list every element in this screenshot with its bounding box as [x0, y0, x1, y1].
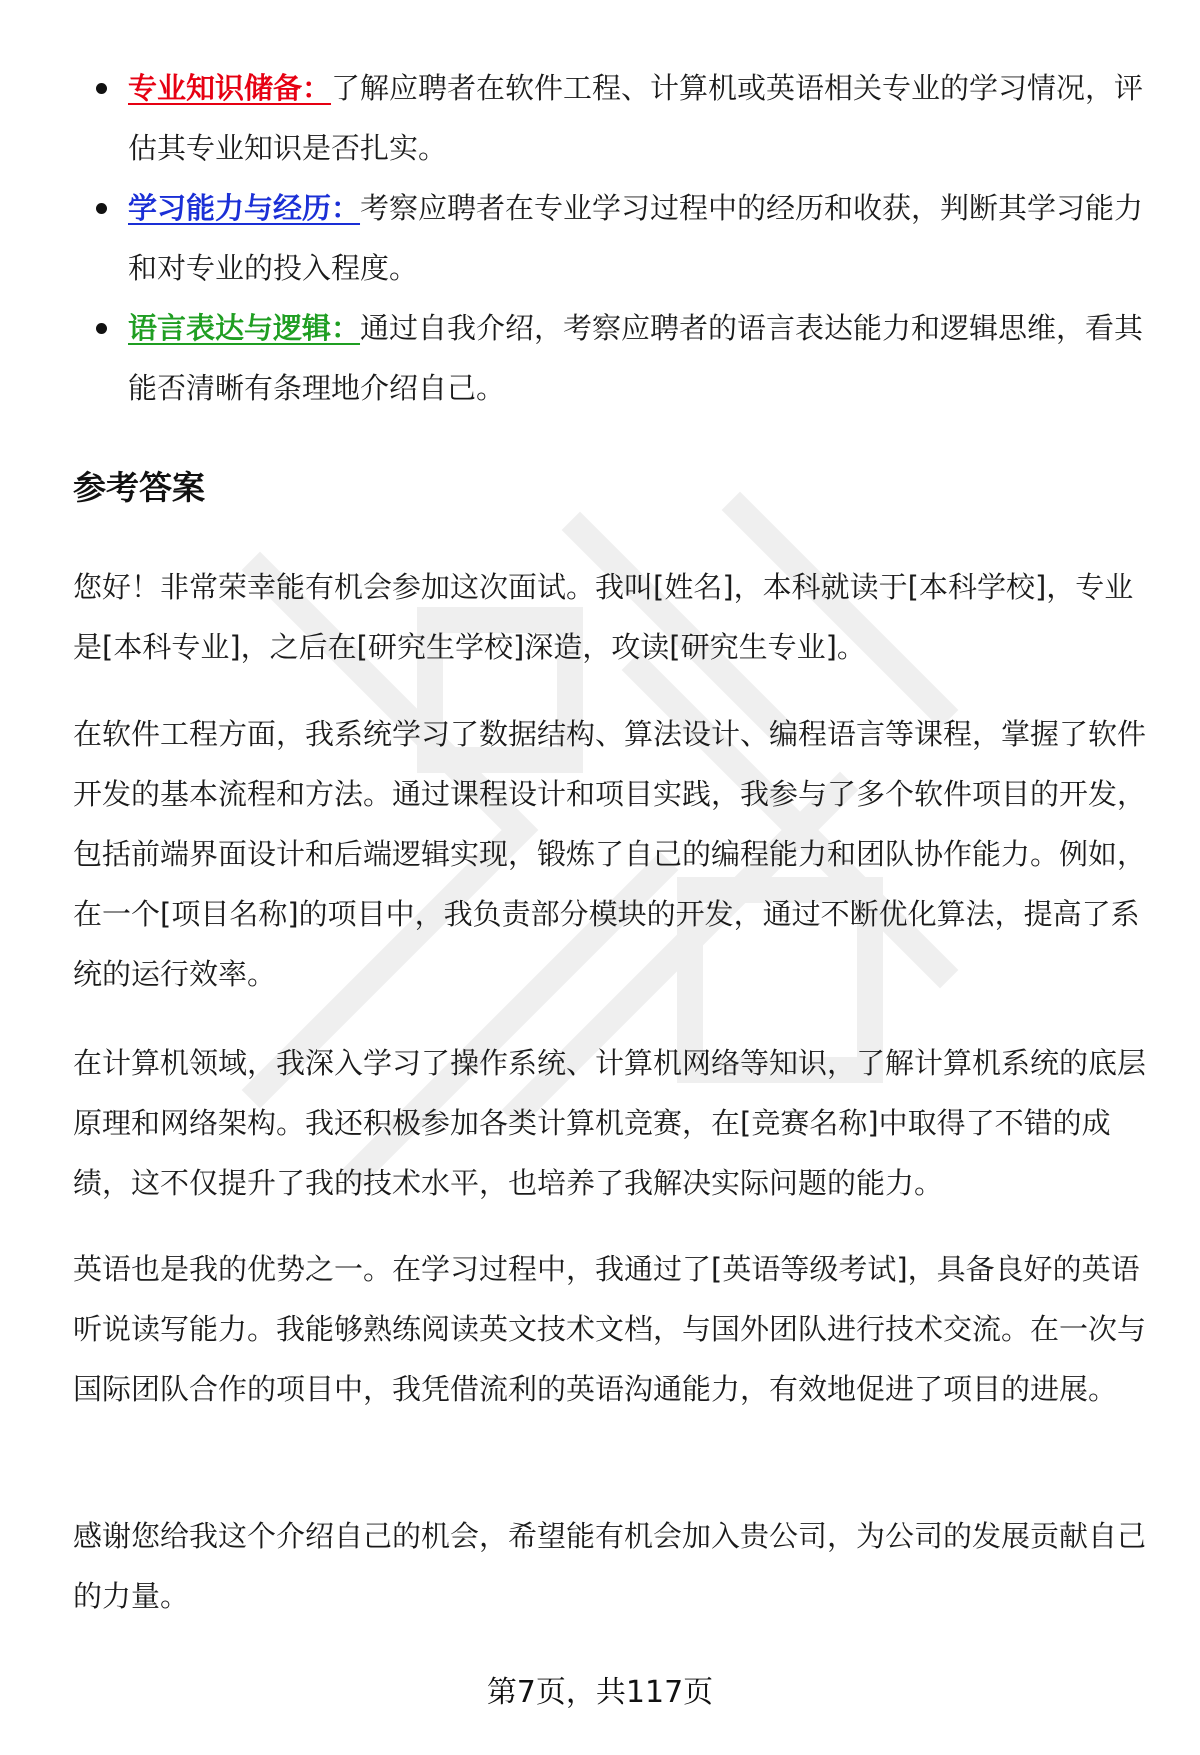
- paragraph-intro: 您好！非常荣幸能有机会参加这次面试。我叫[姓名]，本科就读于[本科学校]，专业是[本科专业]，之后在[研究生学校]深造，攻读[研究生专业]。: [73, 570, 1134, 664]
- paragraph-closing: 感谢您给我这个介绍自己的机会，希望能有机会加入贵公司，为公司的发展贡献自己的力量。: [73, 1519, 1147, 1613]
- paragraph-english: 英语也是我的优势之一。在学习过程中，我通过了[英语等级考试]，具备良好的英语听说读写能力。我能够熟练阅读英文技术文档，与国外团队进行技术交流。在一次与国际团队合作的项目中，我凭借流利的英语沟通能力，有效地促进了项目的进展。: [73, 1252, 1147, 1406]
- bullet-icon: [96, 203, 107, 214]
- criteria-list: [96, 58, 1156, 418]
- section-title: 参考答案: [73, 468, 205, 507]
- bullet-text: 考察应聘者在专业学习过程中的经历和收获，判断其学习能力和对专业的投入程度。: [128, 191, 1144, 285]
- paragraph-software-engineering: 在软件工程方面，我系统学习了数据结构、算法设计、编程语言等课程，掌握了软件开发的基本流程和方法。通过课程设计和项目实践，我参与了多个软件项目的开发，包括前端界面设计和后端逻辑实现，锻炼了自己的编程能力和团队协作能力。例如，在一个[项目名称]的项目中，我负责部分模块的开发，通过不断优化算法，提高了系统的运行效率。: [73, 717, 1147, 991]
- list-item: [96, 58, 1156, 178]
- bullet-icon: [96, 323, 107, 334]
- bullet-label: 语言表达与逻辑：: [128, 311, 361, 345]
- bullet-label: 专业知识储备：: [128, 71, 332, 105]
- list-item: [96, 178, 1156, 298]
- paragraph-computer-science: 在计算机领域，我深入学习了操作系统、计算机网络等知识，了解计算机系统的底层原理和网络架构。我还积极参加各类计算机竞赛，在[竞赛名称]中取得了不错的成绩，这不仅提升了我的技术水平，也培养了我解决实际问题的能力。: [73, 1046, 1147, 1200]
- page-number: 第7页，共117页: [486, 1675, 714, 1710]
- bullet-icon: [96, 83, 107, 94]
- bullet-text: 了解应聘者在软件工程、计算机或英语相关专业的学习情况，评估其专业知识是否扎实。: [128, 71, 1144, 165]
- bullet-label: 学习能力与经历：: [128, 191, 361, 225]
- bullet-text: 通过自我介绍，考察应聘者的语言表达能力和逻辑思维，看其能否清晰有条理地介绍自己。: [128, 311, 1144, 405]
- list-item: [96, 298, 1156, 418]
